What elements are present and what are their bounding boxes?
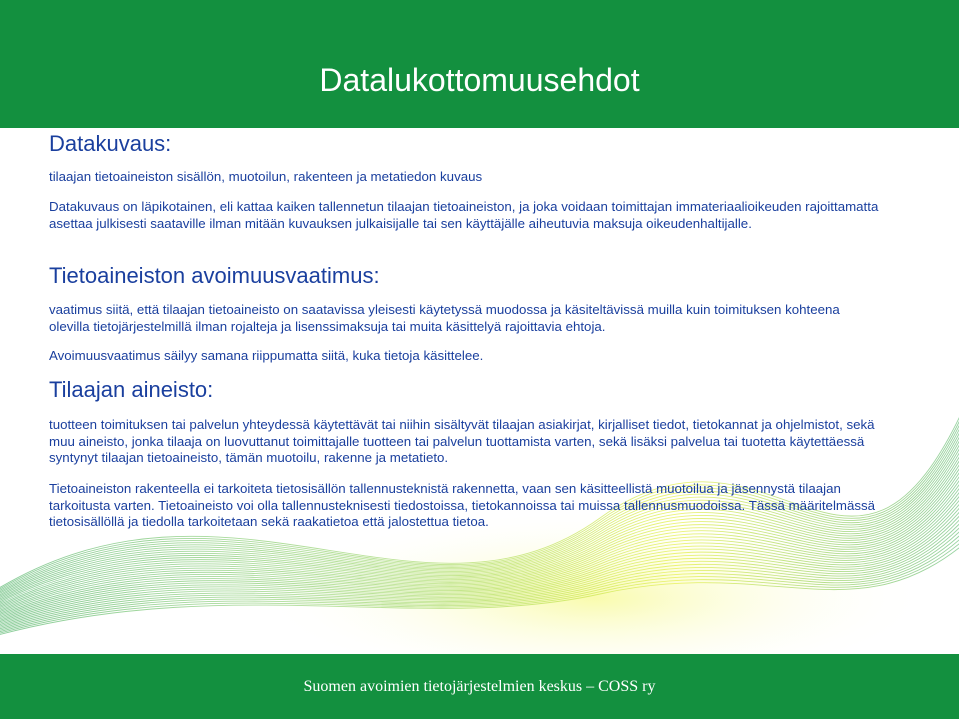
page-title: Datalukottomuusehdot [319, 62, 640, 98]
section-heading-datakuvaus: Datakuvaus: [49, 131, 172, 156]
section-paragraph: Avoimuusvaatimus säilyy samana riippumatta siitä, kuka tietoja käsittelee. [49, 348, 484, 363]
section-paragraph: Tietoaineiston rakenteella ei tarkoiteta tietosisällön tallennusteknistä rakennetta, vaan sen käsitteellistä muotoilua ja jäsennystä tilaajan tarkoitusta varten. Tietoaineisto voi olla tallennusteknisesti tiedostoissa, tietokannoissa tai muissa tallennusmuodoissa. Tässä määritelmässä tietosisällöllä ja tiedolla tarkoitetaan sekä raakatietoa että jalostettua tietoa. [49, 481, 876, 529]
section-paragraph: vaatimus siitä, että tilaajan tietoaineisto on saatavissa yleisesti käytetyssä muodossa ja käsiteltävissä muilla kuin toimituksen kohteena olevilla tietojärjestelmillä ilman rojalteja ja lisenssimaksuja tai muita käsittelyä rajoittavia ehtoja. [49, 302, 840, 334]
section-heading-avoimuusvaatimus: Tietoaineiston avoimuusvaatimus: [49, 263, 380, 288]
section-paragraph: tuotteen toimituksen tai palvelun yhteydessä käytettävät tai niihin sisältyvät tilaajan asiakirjat, kirjalliset tiedot, tietokannat ja ohjelmistot, sekä muu aineisto, jonka tilaaja on luovuttanut toimittajalle tuotteen tai palvelun tuottamista varten, sekä lisäksi palvelua tai tuotetta käytettäessä syntynyt tilaajan tietoaineisto, tämän muotoilu, rakenne ja metatieto. [49, 417, 875, 465]
section-paragraph: tilaajan tietoaineiston sisällön, muotoilun, rakenteen ja metatiedon kuvaus [49, 169, 483, 184]
section-heading-tilaajan-aineisto: Tilaajan aineisto: [49, 377, 214, 402]
section-paragraph: Datakuvaus on läpikotainen, eli kattaa kaiken tallennetun tilaajan tietoaineiston, ja joka voidaan toimittajan immateriaalioikeuden rajoittamatta asettaa julkisesti saataville ilman mitään kuvauksen julkaisijalle tai sen käyttäjälle aiheutuvia maksuja oikeudenhaltijalle. [49, 199, 879, 231]
footer-text: Suomen avoimien tietojärjestelmien keskus – COSS ry [303, 678, 656, 695]
